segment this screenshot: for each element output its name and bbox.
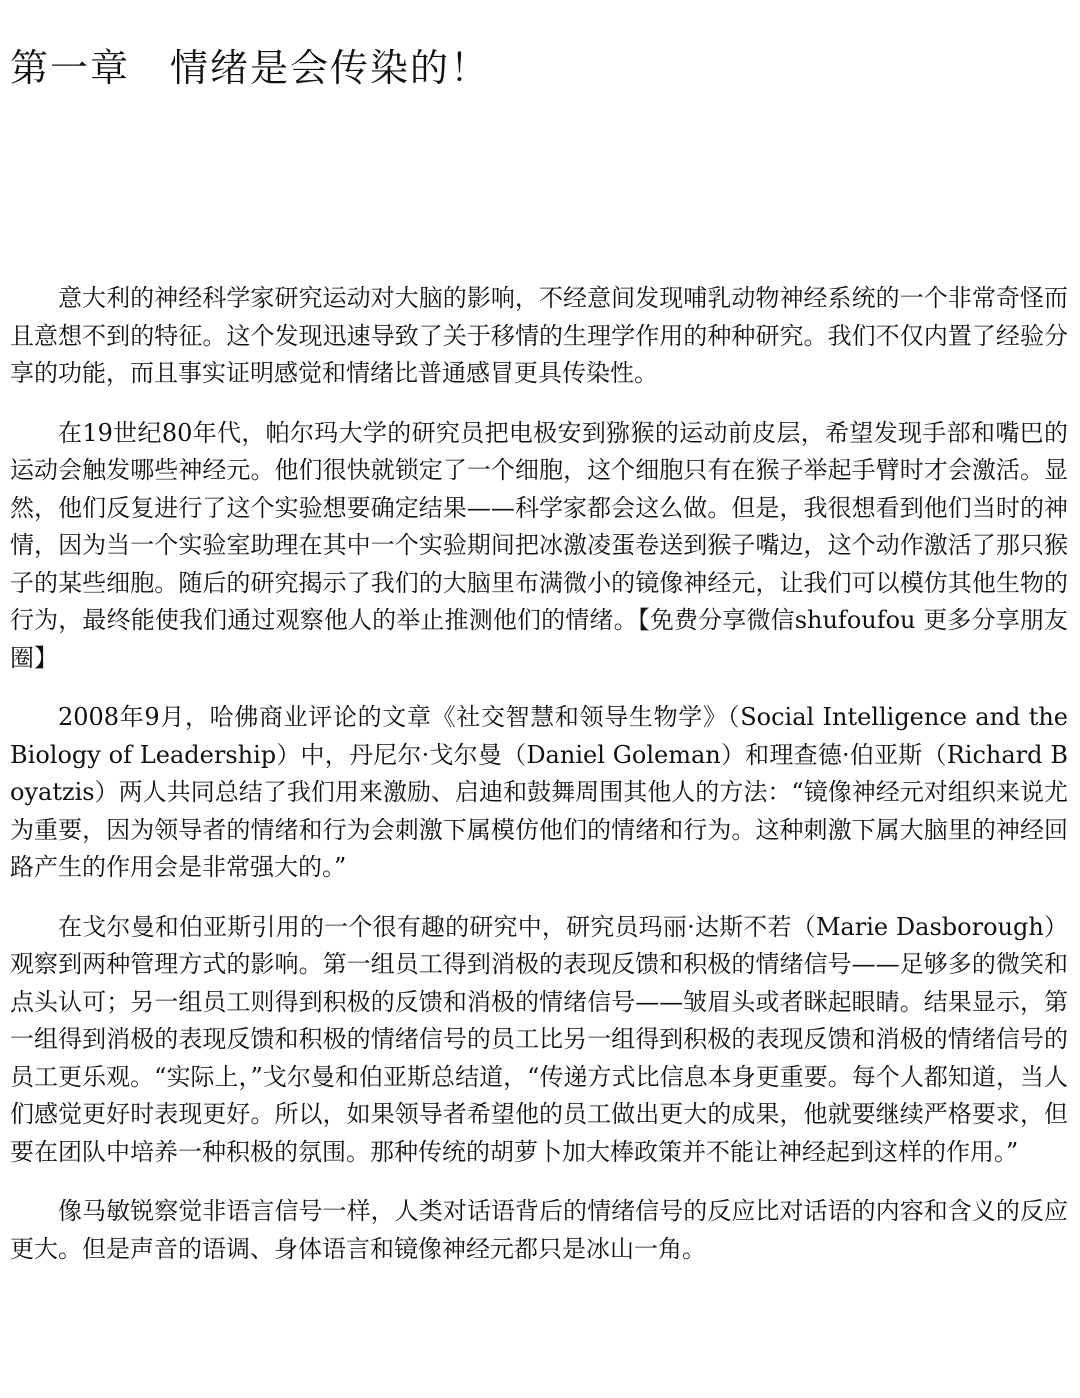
paragraph-2: 在19世纪80年代，帕尔玛大学的研究员把电极安到猕猴的运动前皮层，希望发现手部和嘴巴的运动会触发哪些神经元。他们很快就锁定了一个细胞，这个细胞只有在猴子举起手臂时才会激活。显然，他们反复进行了这个实验想要确定结果——科学家都会这么做。但是，我很想看到他们当时的神情，因为当一个实验室助理在其中一个实验期间把冰激凌蛋卷送到猴子嘴边，这个动作激活了那只猴子的某些细胞。随后的研究揭示了我们的大脑里布满微小的镜像神经元，让我们可以模仿其他生物的行为，最终能使我们通过观察他人的举止推测他们的情绪。【免费分享微信shufoufou 更多分享朋友圈】: [10, 418, 1068, 672]
paragraph-5: 像马敏锐察觉非语言信号一样，人类对话语背后的情绪信号的反应比对话语的内容和含义的反应更大。但是声音的语调、身体语言和镜像神经元都只是冰山一角。: [10, 1197, 1068, 1263]
paragraph-1: 意大利的神经科学家研究运动对大脑的影响，不经意间发现哺乳动物神经系统的一个非常奇怪而且意想不到的特征。这个发现迅速导致了关于移情的生理学作用的种种研究。我们不仅内置了经验分享的功能，而且事实证明感觉和情绪比普通感冒更具传染性。: [10, 284, 1068, 387]
body-text: [10, 280, 1068, 1290]
paragraph-4: 在戈尔曼和伯亚斯引用的一个很有趣的研究中，研究员玛丽·达斯不若（Marie Dasborough）观察到两种管理方式的影响。第一组员工得到消极的表现反馈和积极的情绪信号——足够多的微笑和点头认可；另一组员工则得到积极的反馈和消极的情绪信号——皱眉头或者眯起眼睛。结果显示，第一组得到消极的表现反馈和积极的情绪信号的员工比另一组得到积极的表现反馈和消极的情绪信号的员工更乐观。“实际上，”戈尔曼和伯亚斯总结道，“传递方式比信息本身更重要。每个人都知道，当人们感觉更好时表现更好。所以，如果领导者希望他的员工做出更大的成果，他就要继续严格要求，但要在团队中培养一种积极的氛围。那种传统的胡萝卜加大棒政策并不能让神经起到这样的作用。”: [10, 912, 1068, 1166]
chapter-title: 第一章 情绪是会传染的！: [10, 46, 491, 90]
paragraph-3: 2008年9月，哈佛商业评论的文章《社交智慧和领导生物学》（Social Intelligence and the Biology of Leadership）中，丹尼尔·戈尔曼（Daniel Goleman）和理查德·伯亚斯（Richard Boyatzis）两人共同总结了我们用来激励、启迪和鼓舞周围其他人的方法：“镜像神经元对组织来说尤为重要，因为领导者的情绪和行为会刺激下属模仿他们的情绪和行为。这种刺激下属大脑里的神经回路产生的作用会是非常强大的。”: [10, 703, 1068, 881]
